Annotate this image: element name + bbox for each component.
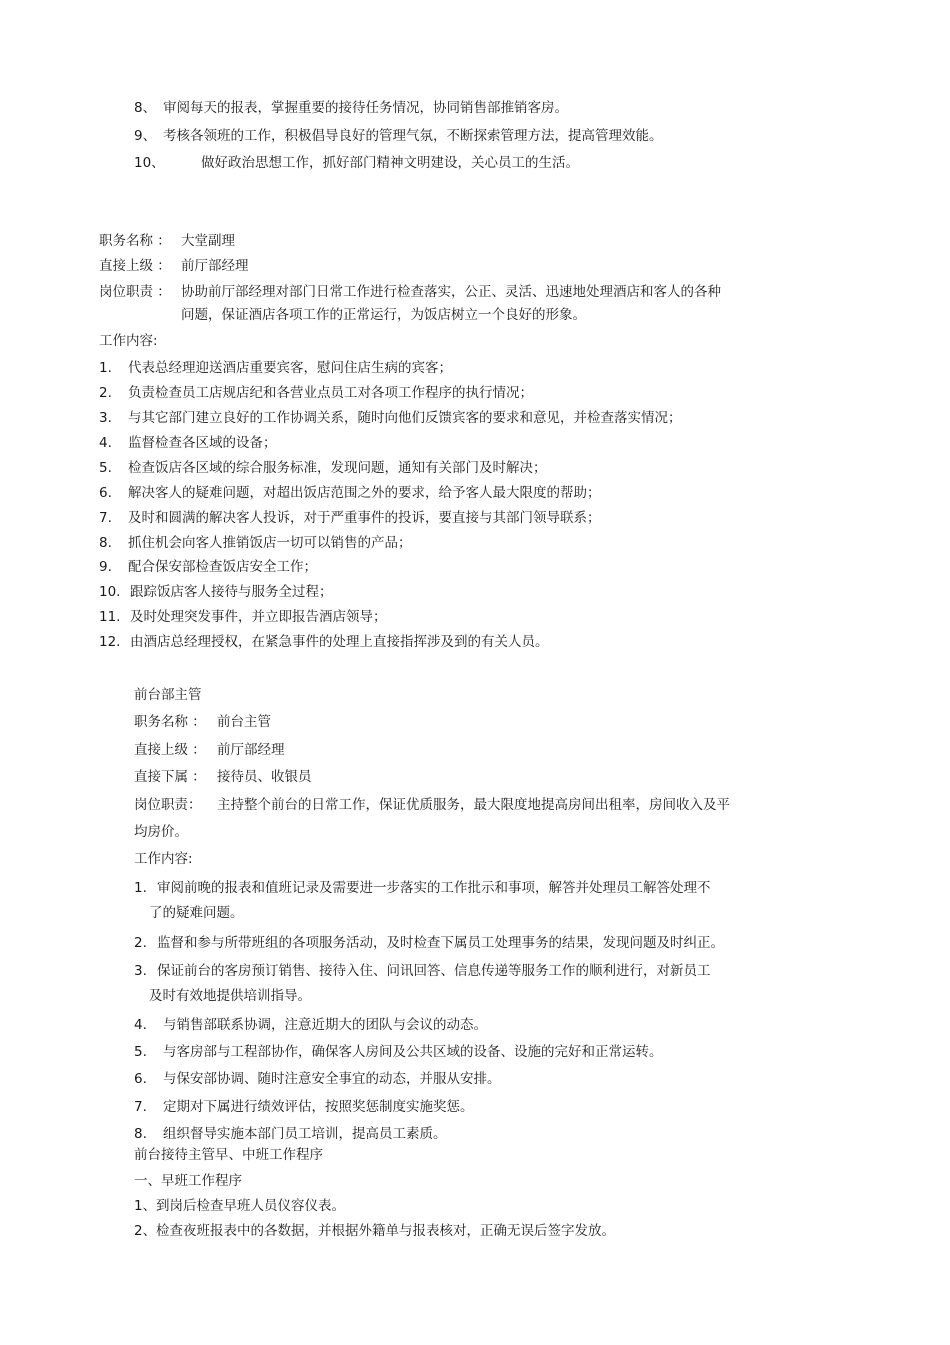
subordinate-row [134, 768, 312, 786]
list-number: 9. [99, 559, 112, 575]
field-label: 职务名称 ： [134, 714, 206, 730]
job-title-row [134, 713, 271, 731]
list-number: 10、 [134, 155, 165, 171]
list-item [134, 1016, 487, 1034]
list-number: 2. [134, 935, 147, 951]
list-item [99, 608, 387, 626]
list-text: 代表总经理迎送酒店重要宾客，慰问住店生病的宾客； [128, 360, 452, 376]
list-text: 配合保安部检查饭店安全工作； [128, 559, 317, 575]
duty-row [99, 283, 721, 301]
list-text: 检查饭店各区域的综合服务标准，发现问题，通知有关部门及时解决； [128, 460, 547, 476]
list-item [134, 879, 711, 897]
list-item [99, 633, 549, 651]
list-text: 与销售部联系协调，注意近期大的团队与会议的动态。 [163, 1017, 487, 1033]
superior-row [99, 257, 249, 275]
top-list-item [134, 154, 579, 172]
list-text: 监督检查各区域的设备； [128, 435, 277, 451]
list-item [134, 962, 711, 980]
list-item [134, 1098, 474, 1116]
list-text: 做好政治思想工作，抓好部门精神文明建设，关心员工的生活。 [201, 155, 579, 171]
list-text: 与其它部门建立良好的工作协调关系，随时向他们反馈宾客的要求和意见，并检查落实情况； [128, 410, 682, 426]
procedure-heading: 前台接待主管早、中班工作程序 [134, 1147, 323, 1163]
list-text: 解决客人的疑难问题，对超出饭店范围之外的要求，给予客人最大限度的帮助； [128, 485, 601, 501]
list-text: 及时处理突发事件，并立即报告酒店领导； [130, 609, 387, 625]
field-value: 主持整个前台的日常工作，保证优质服务，最大限度地提高房间出租率，房间收入及平 [217, 797, 730, 813]
list-text: 监督和参与所带班组的各项服务活动，及时检查下属员工处理事务的结果，发现问题及时纠正。 [157, 935, 724, 951]
list-item [134, 1197, 345, 1215]
list-number: 5. [134, 1044, 147, 1060]
list-text: 组织督导实施本部门员工培训，提高员工素质。 [163, 1126, 447, 1142]
list-continuation: 了的疑难问题。 [149, 905, 244, 921]
list-number: 9、 [134, 128, 157, 144]
list-text: 负责检查员工店规店纪和各营业点员工对各项工作程序的执行情况； [128, 385, 533, 401]
top-list-item [134, 127, 663, 145]
field-label: 直接上级 ： [134, 742, 206, 758]
list-number: 8. [99, 535, 112, 551]
list-number: 1. [99, 360, 112, 376]
top-list-item [134, 99, 568, 117]
work-content-label: 工作内容: [134, 851, 193, 867]
list-text: 审阅每天的报表，掌握重要的接待任务情况，协同销售部推销客房。 [163, 100, 568, 116]
list-number: 11. [99, 609, 121, 625]
job-title-row [99, 232, 235, 250]
list-text: 检查夜班报表中的各数据，并根据外籍单与报表核对，正确无误后签字发放。 [156, 1223, 615, 1239]
list-text: 与客房部与工程部协作，确保客人房间及公共区域的设备、设施的完好和正常运转。 [163, 1044, 663, 1060]
list-item [134, 1125, 447, 1143]
list-text: 审阅前晚的报表和值班记录及需要进一步落实的工作批示和事项，解答并处理员工解答处理不 [157, 880, 711, 896]
field-label: 直接下属 ： [134, 769, 206, 785]
list-text: 定期对下属进行绩效评估，按照奖惩制度实施奖惩。 [163, 1099, 474, 1115]
field-value: 大堂副理 [181, 233, 235, 249]
list-item [99, 459, 547, 477]
list-text: 由酒店总经理授权，在紧急事件的处理上直接指挥涉及到的有关人员。 [130, 634, 549, 650]
morning-shift-heading: 一、早班工作程序 [134, 1173, 242, 1189]
list-number: 3. [134, 963, 147, 979]
list-number: 4. [99, 435, 112, 451]
list-text: 考核各领班的工作，积极倡导良好的管理气氛，不断探索管理方法，提高管理效能。 [163, 128, 663, 144]
list-number: 3. [99, 410, 112, 426]
list-text: 到岗后检查早班人员仪容仪表。 [156, 1198, 345, 1214]
superior-row [134, 741, 285, 759]
field-value: 协助前厅部经理对部门日常工作进行检查落实，公正、灵活、迅速地处理酒店和客人的各种 [181, 284, 721, 300]
list-text: 与保安部协调、随时注意安全事宜的动态，并服从安排。 [163, 1071, 501, 1087]
field-value: 接待员、收银员 [217, 769, 312, 785]
field-value: 前厅部经理 [217, 742, 285, 758]
list-number: 12. [99, 634, 121, 650]
section-heading: 前台部主管 [134, 687, 202, 703]
list-item [134, 1222, 615, 1240]
list-item [99, 484, 601, 502]
field-label: 职务名称 ： [99, 233, 171, 249]
field-value: 前厅部经理 [181, 258, 249, 274]
list-item [99, 359, 452, 377]
field-value: 前台主管 [217, 714, 271, 730]
list-number: 8. [134, 1126, 147, 1142]
field-label: 岗位职责 ： [99, 284, 171, 300]
list-item [99, 509, 601, 527]
list-number: 1. [134, 880, 147, 896]
list-number: 8、 [134, 100, 157, 116]
duty-row [134, 796, 730, 814]
list-text: 及时和圆满的解决客人投诉，对于严重事件的投诉，要直接与其部门领导联系； [128, 510, 601, 526]
list-number: 2、 [134, 1223, 157, 1239]
list-item [134, 1043, 663, 1061]
list-item [134, 1070, 501, 1088]
list-item [99, 558, 317, 576]
list-item [99, 409, 682, 427]
list-text: 抓住机会向客人推销饭店一切可以销售的产品； [128, 535, 412, 551]
list-number: 6. [134, 1071, 147, 1087]
list-continuation: 及时有效地提供培训指导。 [149, 988, 311, 1004]
duty-continuation: 问题，保证酒店各项工作的正常运行，为饭店树立一个良好的形象。 [181, 307, 586, 323]
list-number: 1、 [134, 1198, 157, 1214]
duty-continuation: 均房价。 [134, 824, 188, 840]
field-label: 岗位职责： [134, 797, 202, 813]
list-number: 4. [134, 1017, 147, 1033]
list-item [134, 934, 724, 952]
list-item [99, 534, 412, 552]
work-content-label: 工作内容: [99, 333, 158, 349]
list-number: 6. [99, 485, 112, 501]
list-text: 保证前台的客房预订销售、接待入住、问讯回答、信息传递等服务工作的顺利进行，对新员工 [157, 963, 711, 979]
list-number: 2. [99, 385, 112, 401]
list-text: 跟踪饭店客人接待与服务全过程； [130, 584, 333, 600]
list-item [99, 434, 277, 452]
field-label: 直接上级 ： [99, 258, 171, 274]
list-item [99, 583, 333, 601]
list-number: 5. [99, 460, 112, 476]
list-number: 7. [134, 1099, 147, 1115]
list-number: 7. [99, 510, 112, 526]
list-number: 10. [99, 584, 121, 600]
list-item [99, 384, 533, 402]
